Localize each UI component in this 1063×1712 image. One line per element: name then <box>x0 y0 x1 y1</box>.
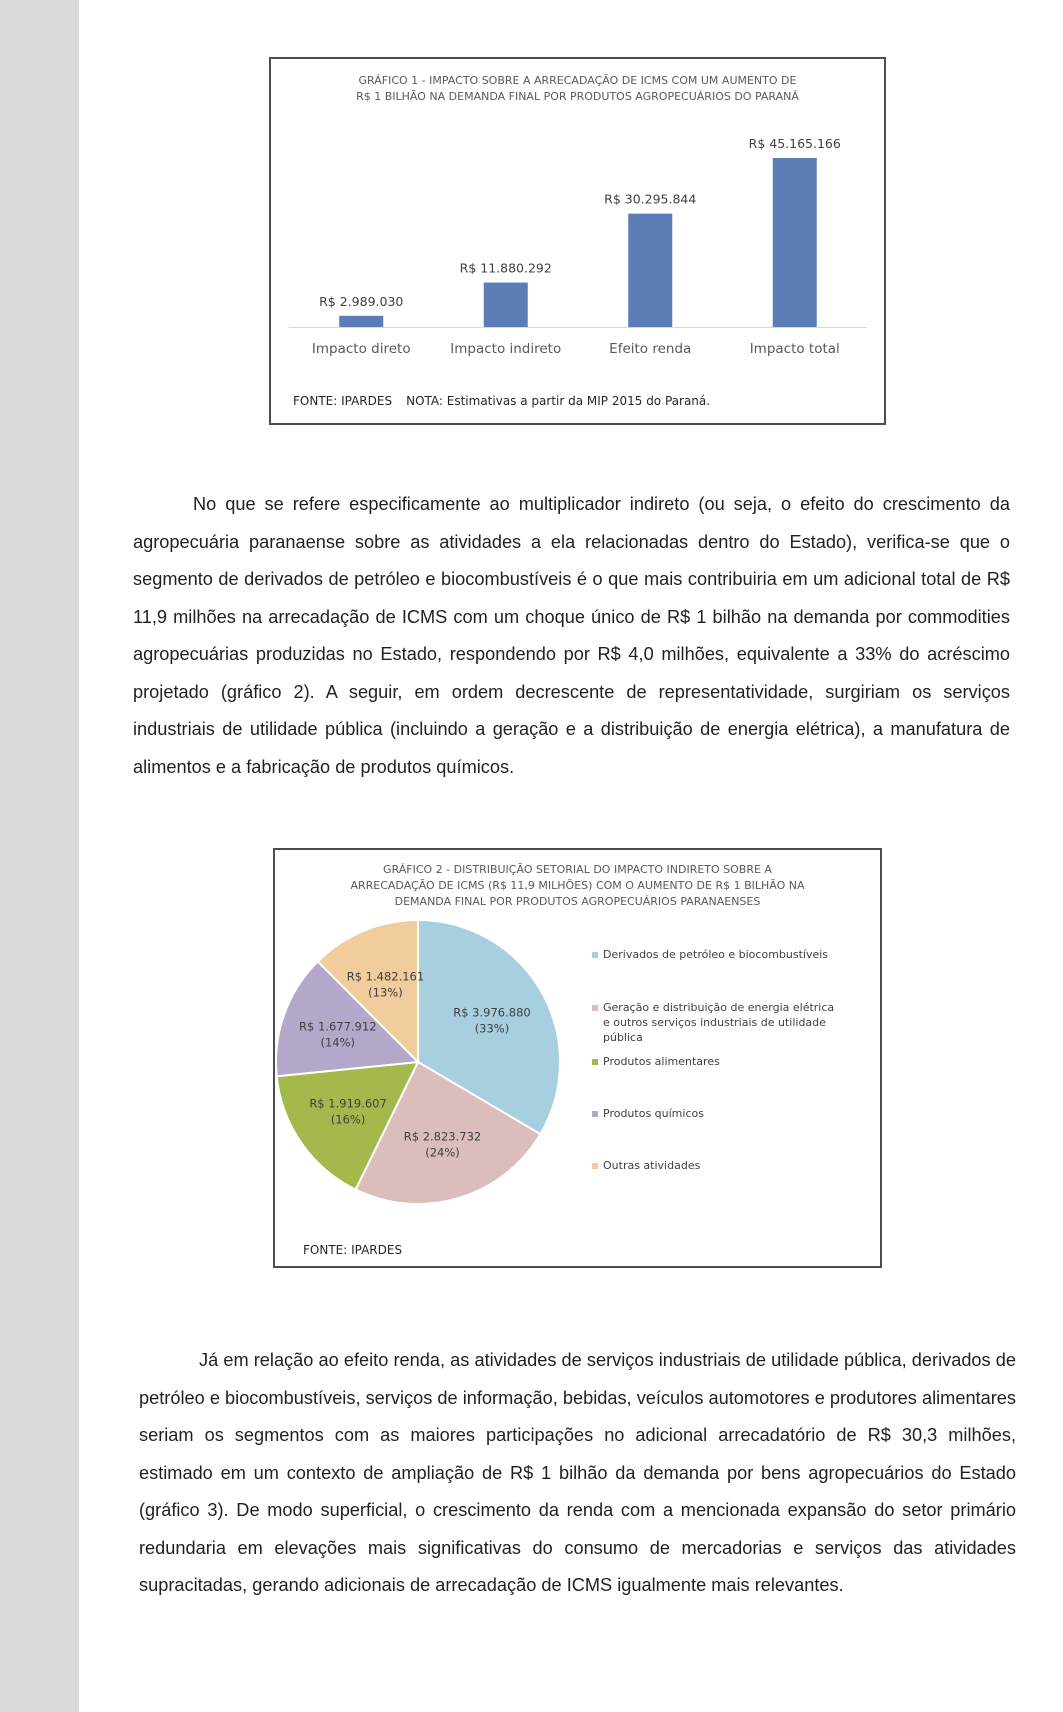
pie-value-label-5: R$ 1.482.161 <box>346 969 425 984</box>
legend-swatch-2 <box>592 1005 598 1011</box>
pie-percent-label-2: (24%) <box>425 1145 460 1160</box>
bar-2 <box>484 283 528 327</box>
category-label-3: Efeito renda <box>609 341 692 357</box>
pie-percent-label-4: (14%) <box>320 1035 356 1050</box>
bar-chart-plot <box>271 59 884 423</box>
legend-label-2-line-2: e outros serviços industriais de utilidade <box>603 1016 826 1029</box>
bar-data-label-1: R$ 2.989.030 <box>319 293 404 309</box>
pie-percent-label-5: (13%) <box>368 985 403 1000</box>
figure-2-pie-chart <box>273 848 882 1268</box>
pie-value-label-4: R$ 1.677.912 <box>299 1019 377 1034</box>
legend-label-3-line-1: Produtos alimentares <box>603 1055 720 1068</box>
figure-1-source: FONTE: IPARDES <box>293 394 393 408</box>
bar-3 <box>628 214 672 327</box>
pie-percent-label-1: (33%) <box>474 1021 510 1036</box>
legend-label-1-line-1: Derivados de petróleo e biocombustíveis <box>603 948 829 961</box>
figure-1-bar-chart <box>269 57 886 425</box>
figure-1-footnote <box>293 394 710 408</box>
bar-data-label-3: R$ 30.295.844 <box>604 191 697 207</box>
figure-1-title-line-2: R$ 1 BILHÃO NA DEMANDA FINAL POR PRODUTOS AGROPECUÁRIOS DO PARANÁ <box>356 90 799 103</box>
figure-1-title-line-1: GRÁFICO 1 - IMPACTO SOBRE A ARRECADAÇÃO DE ICMS COM UM AUMENTO DE <box>358 74 797 87</box>
pie-value-label-3: R$ 1.919.607 <box>309 1096 387 1111</box>
bar-4 <box>773 158 817 327</box>
legend-label-5-line-1: Outras atividades <box>603 1159 701 1172</box>
figure-2-source: FONTE: IPARDES <box>303 1243 403 1257</box>
bar-data-label-2: R$ 11.880.292 <box>459 260 552 276</box>
paragraph-1: No que se refere especificamente ao multiplicador indireto (ou seja, o efeito do crescimento da agropecuária paranaense sobre as atividades a ela relacionadas dentro do Estado), verifica-se que o segmento de derivados de petróleo e biocombustíveis é o que mais contribuiria em um adicional total de R$ 11,9 milhões na arrecadação de ICMS com um choque único de R$ 1 bilhão na demanda por commodities agropecuárias produzidas no Estado, respondendo por R$ 4,0 milhões, equivalente a 33% do acréscimo projetado (gráfico 2). A seguir, em ordem decrescente de representatividade, surgiriam os serviços industriais de utilidade pública (incluindo a geração e a distribuição de energia elétrica), a manufatura de alimentos e a fabricação de produtos químicos. <box>133 494 1010 777</box>
legend-label-4-line-1: Produtos químicos <box>603 1107 704 1120</box>
legend-label-2-line-1: Geração e distribuição de energia elétrica <box>603 1001 835 1014</box>
pie-value-label-1: R$ 3.976.880 <box>453 1005 531 1020</box>
figure-2-title-line-3: DEMANDA FINAL POR PRODUTOS AGROPECUÁRIOS PARANAENSES <box>394 895 761 908</box>
legend-swatch-5 <box>592 1163 598 1169</box>
category-label-4: Impacto total <box>749 341 840 357</box>
legend-swatch-4 <box>592 1111 598 1117</box>
category-label-1: Impacto direto <box>311 341 411 357</box>
legend-label-2-line-3: pública <box>603 1031 643 1044</box>
paragraph-2: Já em relação ao efeito renda, as atividades de serviços industriais de utilidade pública, derivados de petróleo e biocombustíveis, serviços de informação, bebidas, veículos automotores e produtores alimentares seriam os segmentos com as maiores participações no adicional arrecadatório de R$ 30,3 milhões, estimado em um contexto de ampliação de R$ 1 bilhão da demanda por bens agropecuários do Estado (gráfico 3). De modo superficial, o crescimento da renda com a mencionada expansão do setor primário redundaria em elevações mais significativas do consumo de mercadorias e serviços das atividades supracitadas, gerando adicionais de arrecadação de ICMS igualmente mais relevantes. <box>139 1350 1016 1595</box>
category-label-2: Impacto indireto <box>450 341 562 357</box>
legend-swatch-3 <box>592 1059 598 1065</box>
figure-2-title-line-1: GRÁFICO 2 - DISTRIBUIÇÃO SETORIAL DO IMPACTO INDIRETO SOBRE A <box>383 863 772 876</box>
legend-swatch-1 <box>592 952 598 958</box>
figure-1-note: NOTA: Estimativas a partir da MIP 2015 do Paraná. <box>406 394 711 408</box>
page-side-band <box>0 0 79 1712</box>
pie-value-label-2: R$ 2.823.732 <box>403 1129 482 1144</box>
bar-data-label-4: R$ 45.165.166 <box>748 136 841 151</box>
pie-chart-plot <box>275 850 880 1266</box>
figure-2-title-line-2: ARRECADAÇÃO DE ICMS (R$ 11,9 MILHÕES) COM O AUMENTO DE R$ 1 BILHÃO NA <box>350 879 805 892</box>
pie-percent-label-3: (16%) <box>330 1112 366 1127</box>
bar-1 <box>339 316 383 327</box>
